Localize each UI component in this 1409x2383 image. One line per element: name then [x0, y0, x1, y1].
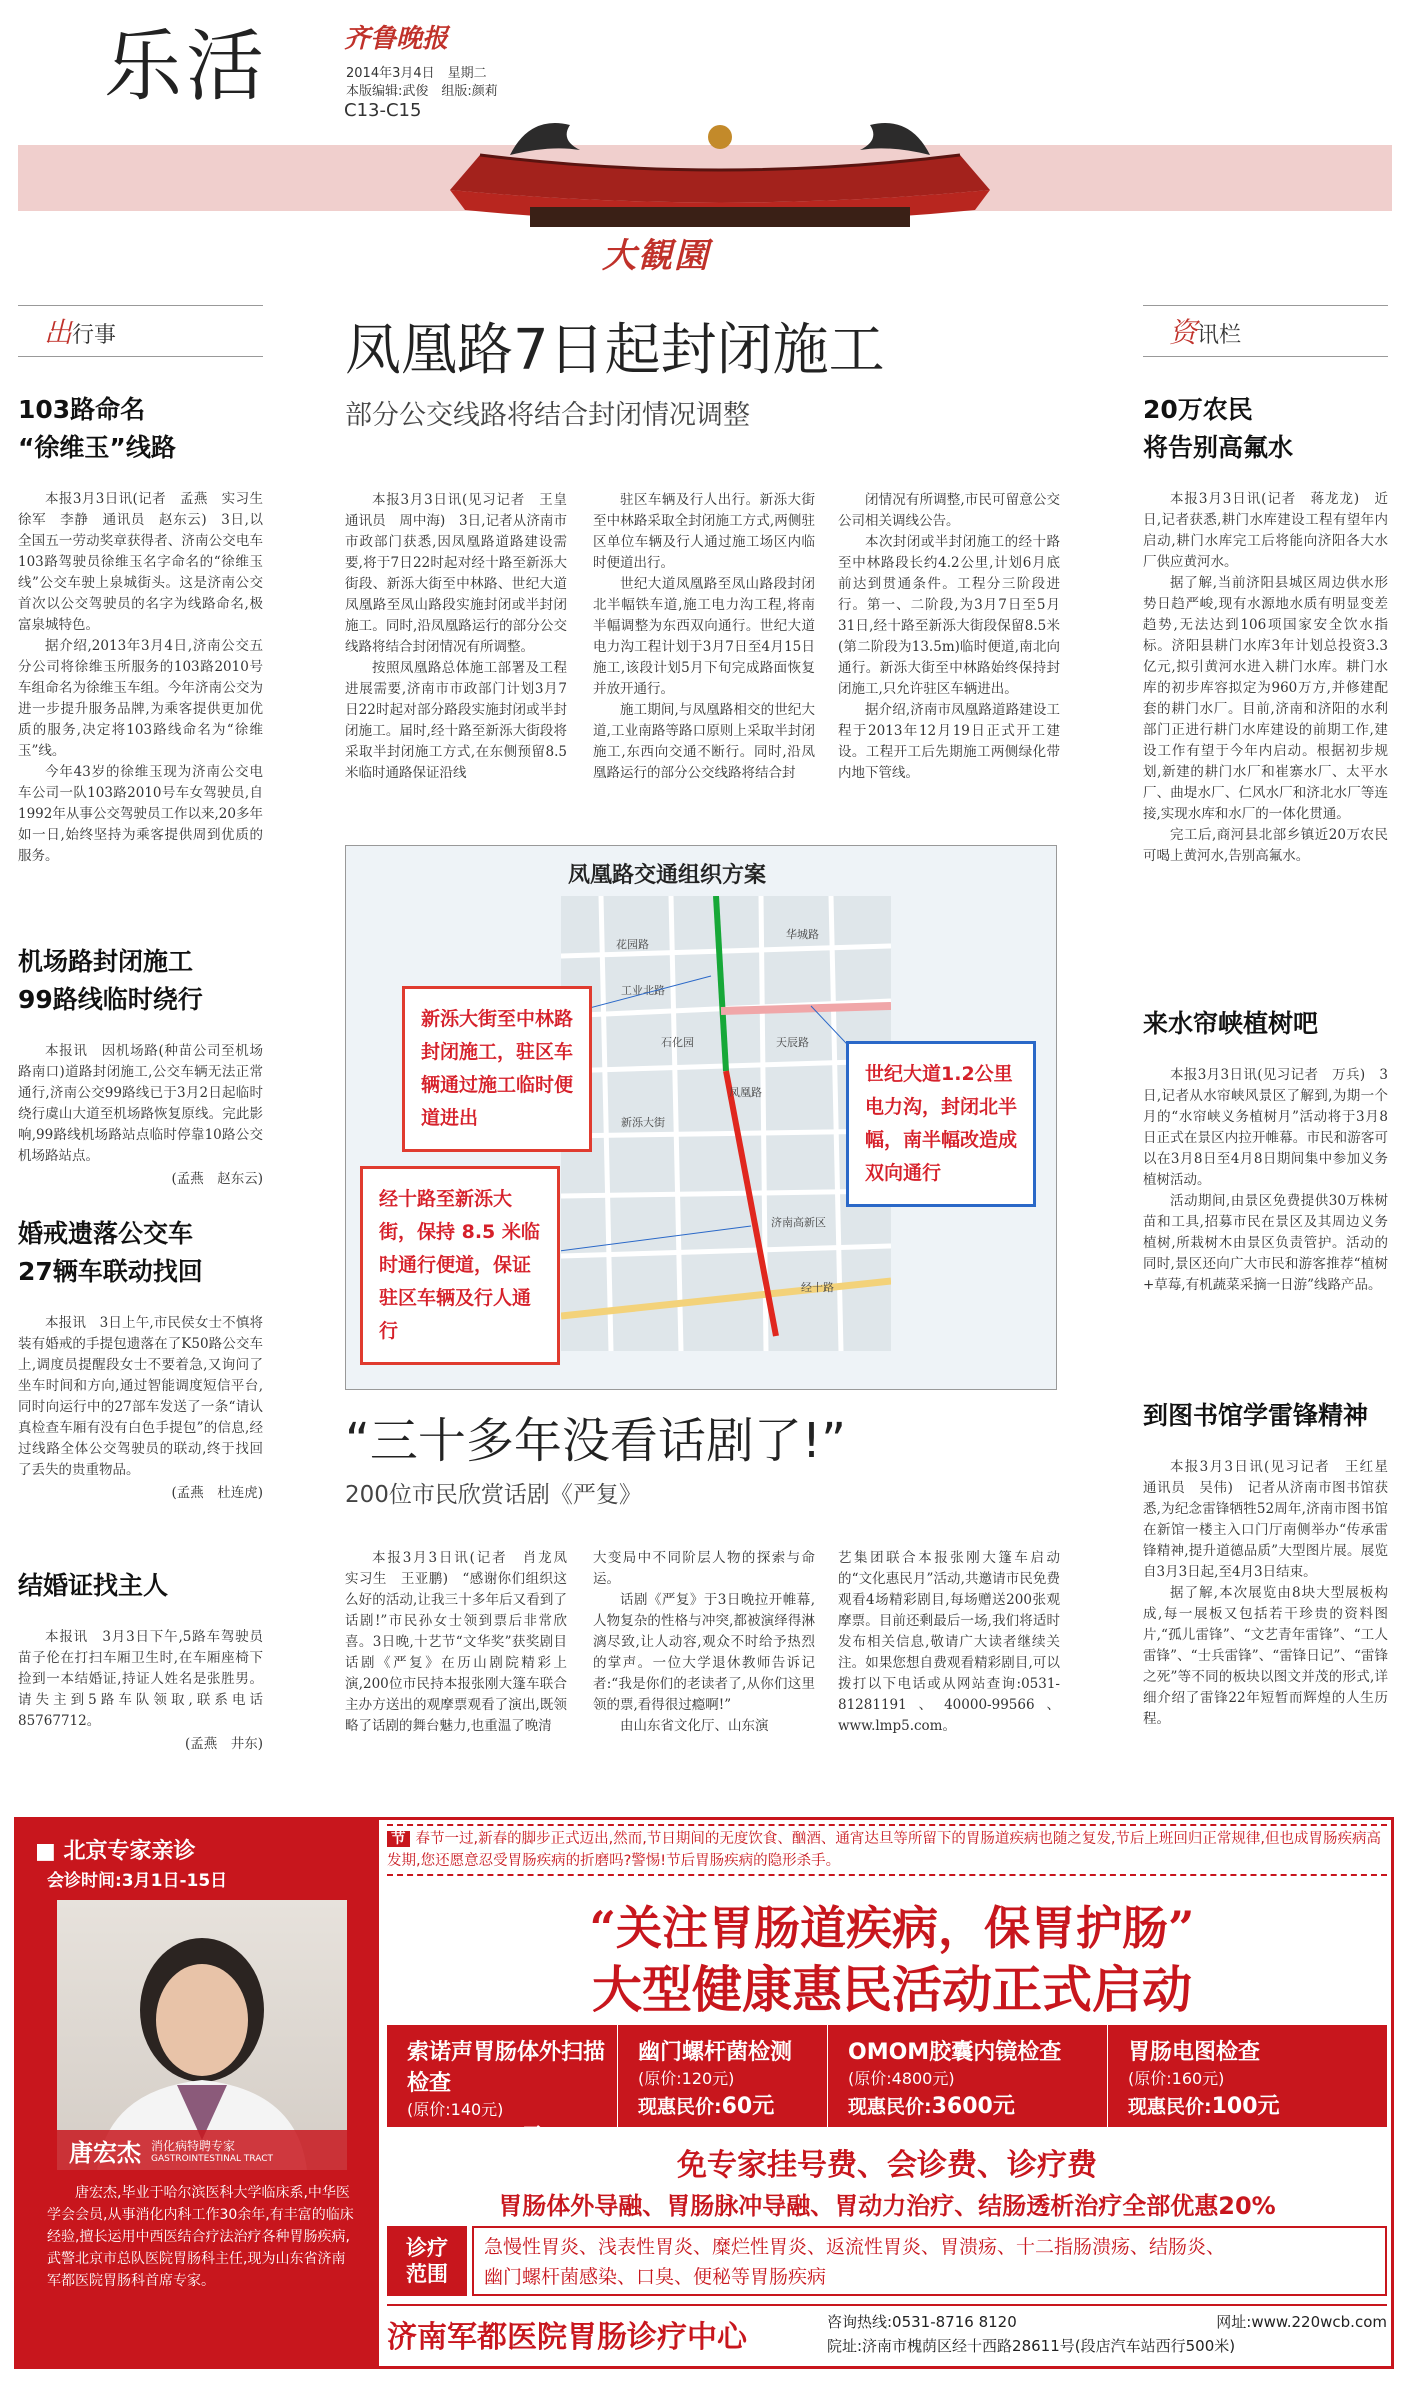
paragraph: 本报3月3日讯(见习记者 王皇 通讯员 周中海) 3日,记者从济南市市政部门获悉,因凤凰路道路建设需要,将于7日22时起对经十路至新泺大街段、新泺大街至中林路、世纪大道凤凰路至凤山路段实施封闭或半封闭施工。同时,沿凤凰路运行的部分公交线路将结合封闭情况有所调整。 [345, 492, 581, 655]
map-label: 华城路 [786, 928, 819, 941]
issue-date: 2014年3月4日 星期二 [346, 66, 487, 81]
headline-airport-line2: 99路线临时绕行 [18, 985, 203, 1014]
drama-subtitle: 200位市民欣赏话剧《严复》 [345, 1482, 642, 1508]
headline-103-line1: 103路命名 [18, 395, 146, 424]
price-item [827, 2025, 1107, 2127]
hospital-ad [14, 1817, 1394, 2369]
article-library [1143, 1397, 1402, 1730]
price-item-original: (原价:120元) [638, 2069, 735, 2088]
scope-list [472, 2226, 1387, 2296]
right-sidebar [1143, 305, 1402, 1785]
scope-line: 幽门螺杆菌感染、口臭、便秘等胃肠疾病 [484, 2266, 827, 2288]
consult-hours: 会诊时间:3月1日-15日 [47, 1871, 228, 1891]
price-item-name: OMOM胶囊内镜检查 [848, 2040, 1062, 2065]
lead-col-1 [345, 490, 581, 784]
paragraph: 艺集团联合本报张刚大篷车启动的“文化惠民月”活动,共邀请市民免费观看4场精彩剧目,每场赠送200张观摩票。目前还剩最后一场,我们将适时发布相关信息,敬请广大读者继续关注。如果您想自费观看精彩剧目,可以拨打以下电话或从网站查询:0531-81281191、40000-99566、www.lmp5.com。 [838, 1550, 1060, 1734]
headline-ring-line1: 婚戒遗落公交车 [18, 1219, 194, 1248]
paragraph: 由山东省文化厅、山东演 [620, 1718, 769, 1734]
scope-label: 诊疗范围 [406, 2236, 448, 2286]
box-title-big-char: 出 [44, 316, 73, 349]
headline-fluoride-line1: 20万农民 [1143, 395, 1253, 424]
drama-headline: “三十多年没看话剧了!” [345, 1413, 846, 1469]
hotline: 咨询热线:0531-8716 8120 [827, 2313, 1017, 2331]
paragraph: 按照凤凰路总体施工部署及工程进展需要,济南市市政部门计划3月7日22时起对部分路段实施封闭或半封闭施工。届时,经十路至新泺大街段将采取半封闭施工方式,在东侧预留8.5米临时通路保证沿线 [345, 660, 567, 781]
lead-story [345, 315, 1065, 432]
article-103-route [18, 391, 277, 867]
pavilion-roof-illustration [420, 95, 1020, 245]
paragraph: 本次封闭或半封闭施工的经十路至中林路段长约4.2公里,计划6月底前达到贯通条件。工程分三阶段进行。第一、二阶段,为3月7日至5月31日,经十路至新泺大街段保留8.5米(第二阶段为13.5m)临时便道,南北向通行。新泺大街至中林路始终保持封闭施工,只允许驻区车辆进出。 [838, 534, 1060, 697]
paragraph: 施工期间,与凤凰路相交的世纪大道,工业南路等路口原则上采取半封闭施工,东西向交通不断行。同时,沿凤凰路运行的部分公交线路将结合封 [593, 702, 815, 781]
price-item-label: 现惠民价: [848, 2096, 932, 2118]
price-item-price: 80元 [490, 2125, 544, 2150]
left-box-title [18, 305, 263, 357]
expert-badge-text: 北京专家亲诊 [63, 1839, 196, 1864]
callout-jingshi-xinluo: 经十路至新泺大街，保持 8.5 米临时通行便道，保证驻区车辆及行人通行 [360, 1166, 560, 1365]
doctor-title-en: GASTROINTESTINAL TRACT [151, 2153, 274, 2164]
left-sidebar [18, 305, 277, 1785]
callout-century-avenue: 世纪大道1.2公里电力沟，封闭北半幅，南半幅改造成双向通行 [846, 1041, 1036, 1207]
paragraph: 活动期间,由景区免费提供30万株树苗和工具,招募市民在景区及其周边义务植树,所栽树木由景区负责管护。活动的同时,景区还向广大市民和游客推荐“植树+草莓,有机蔬菜采摘一日游”线路产品。 [1143, 1193, 1388, 1293]
map-label: 工业北路 [621, 984, 665, 997]
map-title: 凤凰路交通组织方案 [568, 863, 767, 888]
lead-col-2 [593, 490, 815, 784]
headline-marriage: 结婚证找主人 [18, 1571, 169, 1600]
paper-name: 齐鲁晚报 [344, 24, 449, 54]
lead-subtitle: 部分公交线路将结合封闭情况调整 [345, 400, 750, 431]
price-item-label: 现惠民价: [1128, 2096, 1212, 2118]
headline-ring-line2: 27辆车联动找回 [18, 1257, 203, 1286]
ad-intro [387, 1824, 1387, 1876]
doctor-nameplate [57, 2130, 347, 2170]
map-label: 济南高新区 [771, 1216, 826, 1229]
headline-fluoride-line2: 将告别高氟水 [1143, 433, 1294, 462]
paragraph: 本报3月3日讯(记者 蒋龙龙) 近日,记者获悉,耕门水库建设工程有望年内启动,耕门水库完工后将能向济阳各大水厂供应黄河水。 [1143, 491, 1388, 570]
map-label: 新泺大街 [621, 1116, 665, 1129]
paragraph: 据介绍,济南市凤凰路道路建设工程于2013年12月19日正式开工建设。工程开工后先期施工两侧绿化带内地下管线。 [838, 702, 1060, 781]
byline: (孟燕 杜连虎) [171, 1485, 263, 1501]
paragraph: 本报3月3日讯(见习记者 万兵) 3日,记者从水帘峡风景区了解到,为期一个月的“水帘峡义务植树月”活动将于3月8日正式在景区内拉开帷幕。市民和游客可以在3月8日至4月8日期间集中参加义务植树活动。 [1143, 1067, 1388, 1188]
drama-story [345, 1410, 1065, 1509]
map-label: 天辰路 [776, 1036, 809, 1049]
article-airport-road [18, 943, 263, 1187]
paragraph: 本报3月3日讯(记者 肖龙凤 实习生 王亚鹏) “感谢你们组织这么好的活动,让我三十多年后又看到了话剧!”市民孙女士领到票后非常欣喜。3日晚,十艺节“文华奖”获奖剧目话剧《严复》在历山剧院精彩上演,200位市民持本报张刚大篷车联合主办方送出的观摩票观看了演出,既领略了话剧的舞台魅力,也重温了晚清 [345, 1550, 581, 1734]
headline-library: 到图书馆学雷锋精神 [1143, 1401, 1369, 1430]
doctor-panel [17, 1820, 379, 2366]
paragraph: 闭情况有所调整,市民可留意公交公司相关调线公告。 [838, 492, 1060, 529]
paragraph: 本报3月3日讯(记者 孟燕 实习生 徐军 李静 通讯员 赵东云) 3日,以全国五一劳动奖章获得者、济南公交电车103路驾驶员徐维玉名字命名的“徐维玉线”公交车驶上泉城街头。这是济南公交首次以公交驾驶员的名字为线路命名,极富泉城特色。 [18, 491, 277, 633]
paragraph: 话剧《严复》于3日晚拉开帷幕,人物复杂的性格与冲突,都被演绎得淋漓尽致,让人动容,观众不时给予热烈的掌声。一位大学退休教师告诉记者:“我是你们的老读者了,从你们这里领的票,看得很过瘾啊!” [593, 1592, 815, 1713]
masthead [0, 0, 1409, 300]
doctor-title: 消化病特聘专家 [151, 2138, 236, 2153]
ad-intro-text: 春节一过,新春的脚步正式迈出,然而,节日期间的无度饮食、酗酒、通宵达旦等所留下的胃肠道疾病也随之复发,节后上班回归正常规律,但也成胃肠疾病高发期,您还愿意忍受胃肠疾病的折磨吗?警惕!节后胃肠疾病的隐形杀手。 [387, 1831, 1382, 1869]
paragraph: 本报讯 3日上午,市民侯女士不慎将装有婚戒的手提包遗落在了K50路公交车上,调度员提醒段女士不要着急,又询问了坐车时间和方向,通过智能调度短信平台,同时向运行中的27部车发送了一条“请认真检查车厢有没有白色手提包”的信息,经过线路全体公交驾驶员的联动,终于找回了丢失的贵重物品。 [18, 1315, 263, 1478]
drama-col-1 [345, 1548, 581, 1737]
paragraph: 驻区车辆及行人出行。新泺大街至中林路采取全封闭施工方式,两侧驻区单位车辆及行人通过施工场区内临时便道出行。 [593, 492, 815, 571]
section-title: 乐活 [104, 22, 269, 112]
lead-col-3 [838, 490, 1060, 784]
hospital-name: 济南军都医院胃肠诊疗中心 [387, 2320, 747, 2355]
map-label: 凤凰路 [729, 1086, 762, 1099]
map-label: 花园路 [616, 938, 649, 951]
price-item-name: 幽门螺杆菌检测 [638, 2040, 793, 2065]
paragraph: 大变局中不同阶层人物的探索与命运。 [593, 1550, 815, 1587]
ad-footer [387, 2304, 1387, 2362]
byline: (孟燕 赵东云) [171, 1171, 263, 1187]
callout-xinluo-zhonglin: 新泺大街至中林路封闭施工，驻区车辆通过施工临时便道进出 [402, 986, 592, 1152]
byline: (孟燕 井东) [184, 1736, 263, 1752]
price-item [617, 2025, 827, 2127]
column-logo: 大観園 [602, 236, 710, 276]
paragraph: 据了解,当前济阳县城区周边供水形势日趋严峻,现有水源地水质有明显变差趋势,无法达到106项国家安全饮水指标。济阳县耕门水库3年计划总投资3.3亿元,拟引黄河水进入耕门水库。耕门水库的初步库容拟定为960万方,并修建配套的耕门水厂。目前,济南和济阳的水利部门正进行耕门水库建设的前期工作,建设工作有望于今年内启动。根据初步规划,新建的耕门水厂和崔寨水厂、太平水厂、曲堤水厂、仁风水厂和济北水厂等连接,实现水库和水厂的一体化贯通。 [1143, 575, 1388, 822]
ad-intro-badge: 节 [387, 1831, 410, 1847]
drama-col-2 [593, 1548, 815, 1737]
price-item-price: 3600元 [931, 2094, 1015, 2119]
traffic-map-figure [345, 845, 1057, 1390]
hospital-address: 院址:济南市槐荫区经十西路28611号(段店汽车站西行500米) [827, 2337, 1236, 2355]
right-box-title [1143, 305, 1388, 357]
article-marriage-cert [18, 1567, 263, 1752]
price-item-original: (原价:4800元) [848, 2069, 955, 2088]
paragraph: 本报讯 3月3日下午,5路车驾驶员苗子伦在打扫车厢卫生时,在车厢座椅下捡到一本结婚证,持证人姓名是张胜男。请失主到5路车队领取,联系电话85767712。 [18, 1629, 263, 1729]
free-fees: 免专家挂号费、会诊费、诊疗费 [677, 2148, 1097, 2183]
expert-badge: ■ 北京专家亲诊 [35, 1839, 196, 1864]
box-title-big-char: 资 [1169, 316, 1198, 349]
headline-tree: 来水帘峡植树吧 [1143, 1009, 1319, 1038]
price-item-original: (原价:140元) [407, 2100, 504, 2119]
box-title-small: 讯栏 [1197, 323, 1242, 348]
map-label: 经十路 [801, 1281, 834, 1294]
paragraph: 据了解,本次展览由8块大型展板构成,每一展板又包括若干珍贵的资料图片,“孤儿雷锋”、“文艺青年雷锋”、“工人雷锋”、“士兵雷锋”、“雷锋日记”、“雷锋之死”等不同的板块以图文并茂的形式,详细介绍了雷锋22年短暂而辉煌的人生历程。 [1143, 1585, 1388, 1727]
paragraph: 完工后,商河县北部乡镇近20万农民可喝上黄河水,告别高氟水。 [1143, 827, 1388, 864]
discount-line: 胃肠体外导融、胃肠脉冲导融、胃动力治疗、结肠透析治疗全部优惠20% [498, 2192, 1276, 2220]
price-item-original: (原价:160元) [1128, 2069, 1225, 2088]
website: 网址:www.220wcb.com [1216, 2313, 1387, 2331]
drama-col-3 [838, 1548, 1060, 1737]
paragraph: 今年43岁的徐维玉现为济南公交电车公司一队103路2010号车女驾驶员,自1992年从事公交驾驶员工作以来,20多年如一日,始终坚持为乘客提供周到优质的服务。 [18, 764, 263, 864]
lead-headline: 凤凰路7日起封闭施工 [345, 318, 885, 383]
headline-103-line2: “徐维玉”线路 [18, 433, 176, 462]
price-item-label: 现惠民价: [407, 2127, 491, 2149]
price-item [1107, 2025, 1387, 2127]
ad-headline-1: “关注胃肠道疾病，保胃护肠” [589, 1901, 1195, 1955]
doctor-name: 唐宏杰 [69, 2138, 141, 2167]
price-item [387, 2025, 617, 2150]
map-label: 石化园 [661, 1036, 694, 1049]
price-item-name: 胃肠电图检查 [1128, 2040, 1261, 2065]
article-ring [18, 1215, 263, 1501]
price-item-name: 索诺声胃肠体外扫描检查 [407, 2040, 606, 2096]
editors: 本版编辑:武俊 组版:颜莉 [346, 84, 498, 99]
street-map [561, 896, 891, 1351]
doctor-bio: 唐宏杰,毕业于哈尔滨医科大学临床系,中华医学会会员,从事消化内科工作30余年,有丰富的临床经验,擅长运用中西医结合疗法治疗各种胃肠疾病,武警北京市总队医院胃肠科主任,现为山东省济南军都医院胃肠科首席专家。 [47, 2185, 354, 2289]
headline-airport-line1: 机场路封闭施工 [18, 947, 194, 976]
price-item-price: 100元 [1211, 2094, 1280, 2119]
article-tree-planting [1143, 1005, 1388, 1296]
article-fluoride [1143, 391, 1388, 867]
paragraph: 本报3月3日讯(见习记者 王红星 通讯员 吴伟) 记者从济南市图书馆获悉,为纪念雷锋牺牲52周年,济南市图书馆在新馆一楼主入口门厅南侧举办“传承雷锋精神,提升道德品质”大型图片展。展览自3月3日起,至4月3日结束。 [1143, 1459, 1402, 1580]
paragraph: 世纪大道凤凰路至凤山路段封闭北半幅铁车道,施工电力沟工程,将南半幅调整为东西双向通行。世纪大道电力沟工程计划于3月7日至4月15日施工,该段计划5月下旬完成路面恢复并放开通行。 [593, 576, 815, 697]
price-item-label: 现惠民价: [638, 2096, 722, 2118]
paragraph: 本报讯 因机场路(种苗公司至机场路南口)道路封闭施工,公交车辆无法正常通行,济南公交99路线已于3月2日起临时绕行虞山大道至机场路恢复原线。完此影响,99路线机场路站点临时停靠10路公交机场路站点。 [18, 1043, 263, 1164]
paragraph: 据介绍,2013年3月4日,济南公交五分公司将徐维玉所服务的103路2010号车组命名为徐维玉车组。今年济南公交为进一步提升服务品牌,为乘客提供更加优质的服务,决定将103路线命名为“徐维玉”线。 [18, 638, 263, 759]
scope-line: 急慢性胃炎、浅表性胃炎、糜烂性胃炎、返流性胃炎、胃溃疡、十二指肠溃疡、结肠炎、 [484, 2236, 1226, 2258]
price-item-price: 60元 [721, 2094, 775, 2119]
box-title-small: 行事 [72, 323, 117, 348]
ad-headline-2: 大型健康惠民活动正式启动 [592, 1960, 1192, 2019]
price-panel [387, 2025, 1387, 2150]
scope-label-box [387, 2226, 467, 2296]
page-range: C13-C15 [344, 100, 422, 121]
